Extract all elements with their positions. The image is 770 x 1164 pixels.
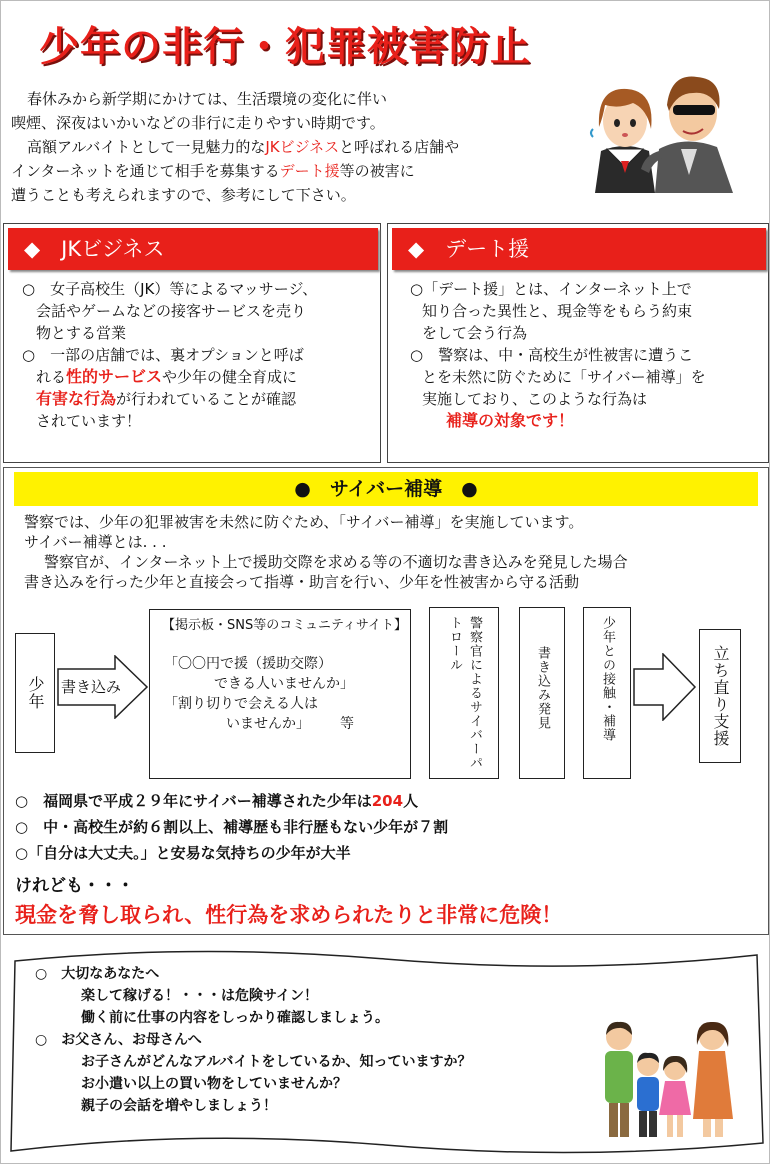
body-line: ○「デート援」とは、インターネット上で — [410, 280, 692, 298]
community-site-title: 【掲示板・SNS等のコミュニティサイト】 — [162, 618, 408, 633]
guidance-target-text: 補導の対象です！ — [446, 411, 575, 430]
body-line: 警察官が、インターネット上で援助交際を求める等の不適切な書き込みを発見した場合 — [44, 553, 628, 571]
however-text: けれども・・・ — [15, 876, 134, 896]
intro-line: 遭うことも考えられますので、参考にして下さい。 — [11, 186, 356, 204]
flow-arrow-support — [633, 653, 697, 721]
flow-youth-box — [15, 633, 55, 753]
message-line: ○ お父さん、お母さんへ — [35, 1032, 202, 1048]
body-line: 物とする営業 — [36, 324, 127, 342]
cyber-guidance-text — [24, 512, 628, 592]
date-en-term: デート援 — [279, 162, 340, 180]
discover-box — [519, 607, 565, 779]
message-line: 楽して稼げる！・・・は危険サイン！ — [81, 988, 319, 1004]
body-line: 有害な行為が行われていることが確認 — [36, 389, 297, 408]
flow-write-label: 書き込み — [61, 678, 122, 696]
facts-list — [15, 788, 448, 866]
body-line: サイバー補導とは. . . — [24, 533, 167, 551]
post-example-1: 「〇〇円で援（援助交際） できる人いませんか」 「割り切りで会える人は いませんか」 等 — [164, 656, 354, 732]
community-site-box — [149, 609, 411, 779]
cyber-patrol-box — [429, 607, 499, 779]
contact-guidance-label: 少年との接触・補導 — [600, 616, 615, 742]
cyber-patrol-label: 警察官によるサイバーパトロール — [447, 616, 482, 770]
body-line: 会話やゲームなどの接客サービスを売り — [36, 302, 307, 320]
contact-guidance-box — [583, 607, 631, 779]
body-line: ○ 警察は、中・高校生が性被害に遭うこ — [410, 346, 694, 364]
message-text — [35, 963, 471, 1117]
couple-illustration — [585, 65, 745, 195]
jk-business-panel — [3, 223, 381, 463]
flow-youth-label: 少年 — [26, 676, 45, 710]
body-line: 書き込みを行った少年と直接会って指導・助言を行い、少年を性被害から守る活動 — [24, 573, 580, 591]
page-title: 少年の非行・犯罪被害防止 — [39, 24, 531, 70]
message-line: お子さんがどんなアルバイトをしているか、知っていますか？ — [81, 1054, 472, 1070]
jk-business-heading: ◆ JKビジネス — [8, 228, 378, 270]
intro-line: 喫煙、深夜はいかいなどの非行に走りやすい時期です。 — [11, 114, 385, 132]
youth-count: 204 — [371, 792, 404, 810]
date-en-heading: ◆ デート援 — [392, 228, 766, 270]
discover-label: 書き込み発見 — [535, 646, 550, 730]
intro-line: 春休みから新学期にかけては、生活環境の変化に伴い — [27, 90, 388, 108]
body-line: ○ 一部の店舗では、裏オプションと呼ば — [22, 346, 304, 364]
family-illustration — [599, 1015, 739, 1141]
body-line: 警察では、少年の犯罪被害を未然に防ぐため、「サイバー補導」を実施しています。 — [24, 513, 584, 531]
fact-item: ○ 中・高校生が約６割以上、補導歴も非行歴もない少年が７割 — [15, 818, 449, 836]
body-line: 知り合った異性と、現金等をもらう約束 — [422, 302, 693, 320]
body-line: 実施しており、このような行為は — [422, 390, 648, 408]
recovery-support-box — [699, 629, 741, 763]
body-line: をして会う行為 — [422, 324, 528, 342]
date-en-body — [410, 278, 706, 432]
cyber-guidance-heading: ● サイバー補導 ● — [14, 472, 758, 506]
date-en-panel — [387, 223, 769, 463]
body-line: れる性的サービスや少年の健全育成に — [36, 367, 298, 386]
harmful-act-term: 有害な行為 — [36, 389, 117, 408]
body-line: とを未然に防ぐために「サイバー補導」を — [422, 368, 706, 386]
message-line: お小遣い以上の買い物をしていませんか？ — [81, 1076, 347, 1092]
message-line: ○ 大切なあなたへ — [35, 966, 160, 982]
body-line: されています！ — [36, 412, 142, 430]
danger-warning: 現金を脅し取られ、性行為を求められたりと非常に危険！ — [15, 903, 563, 927]
recovery-support-label: 立ち直り支援 — [711, 645, 730, 747]
fact-item: ○「自分は大丈夫。」と安易な気持ちの少年が大半 — [15, 844, 351, 862]
intro-line: 高額アルバイトとして一見魅力的なJKビジネスと呼ばれる店舗や — [27, 138, 460, 156]
message-line: 親子の会話を増やしましょう！ — [81, 1098, 277, 1114]
body-line: ○ 女子高校生（JK）等によるマッサージ、 — [22, 280, 318, 298]
message-line: 働く前に仕事の内容をしっかり確認しましょう。 — [81, 1010, 389, 1026]
jk-business-body — [22, 278, 317, 432]
jk-business-term: JKビジネス — [265, 138, 340, 156]
fact-item: ○ 福岡県で平成２９年にサイバー補導された少年は204人 — [15, 792, 419, 810]
sexual-service-term: 性的サービス — [66, 367, 163, 386]
intro-line: インターネットを通じて相手を募集するデート援等の被害に — [11, 162, 415, 180]
intro-text — [11, 87, 531, 207]
